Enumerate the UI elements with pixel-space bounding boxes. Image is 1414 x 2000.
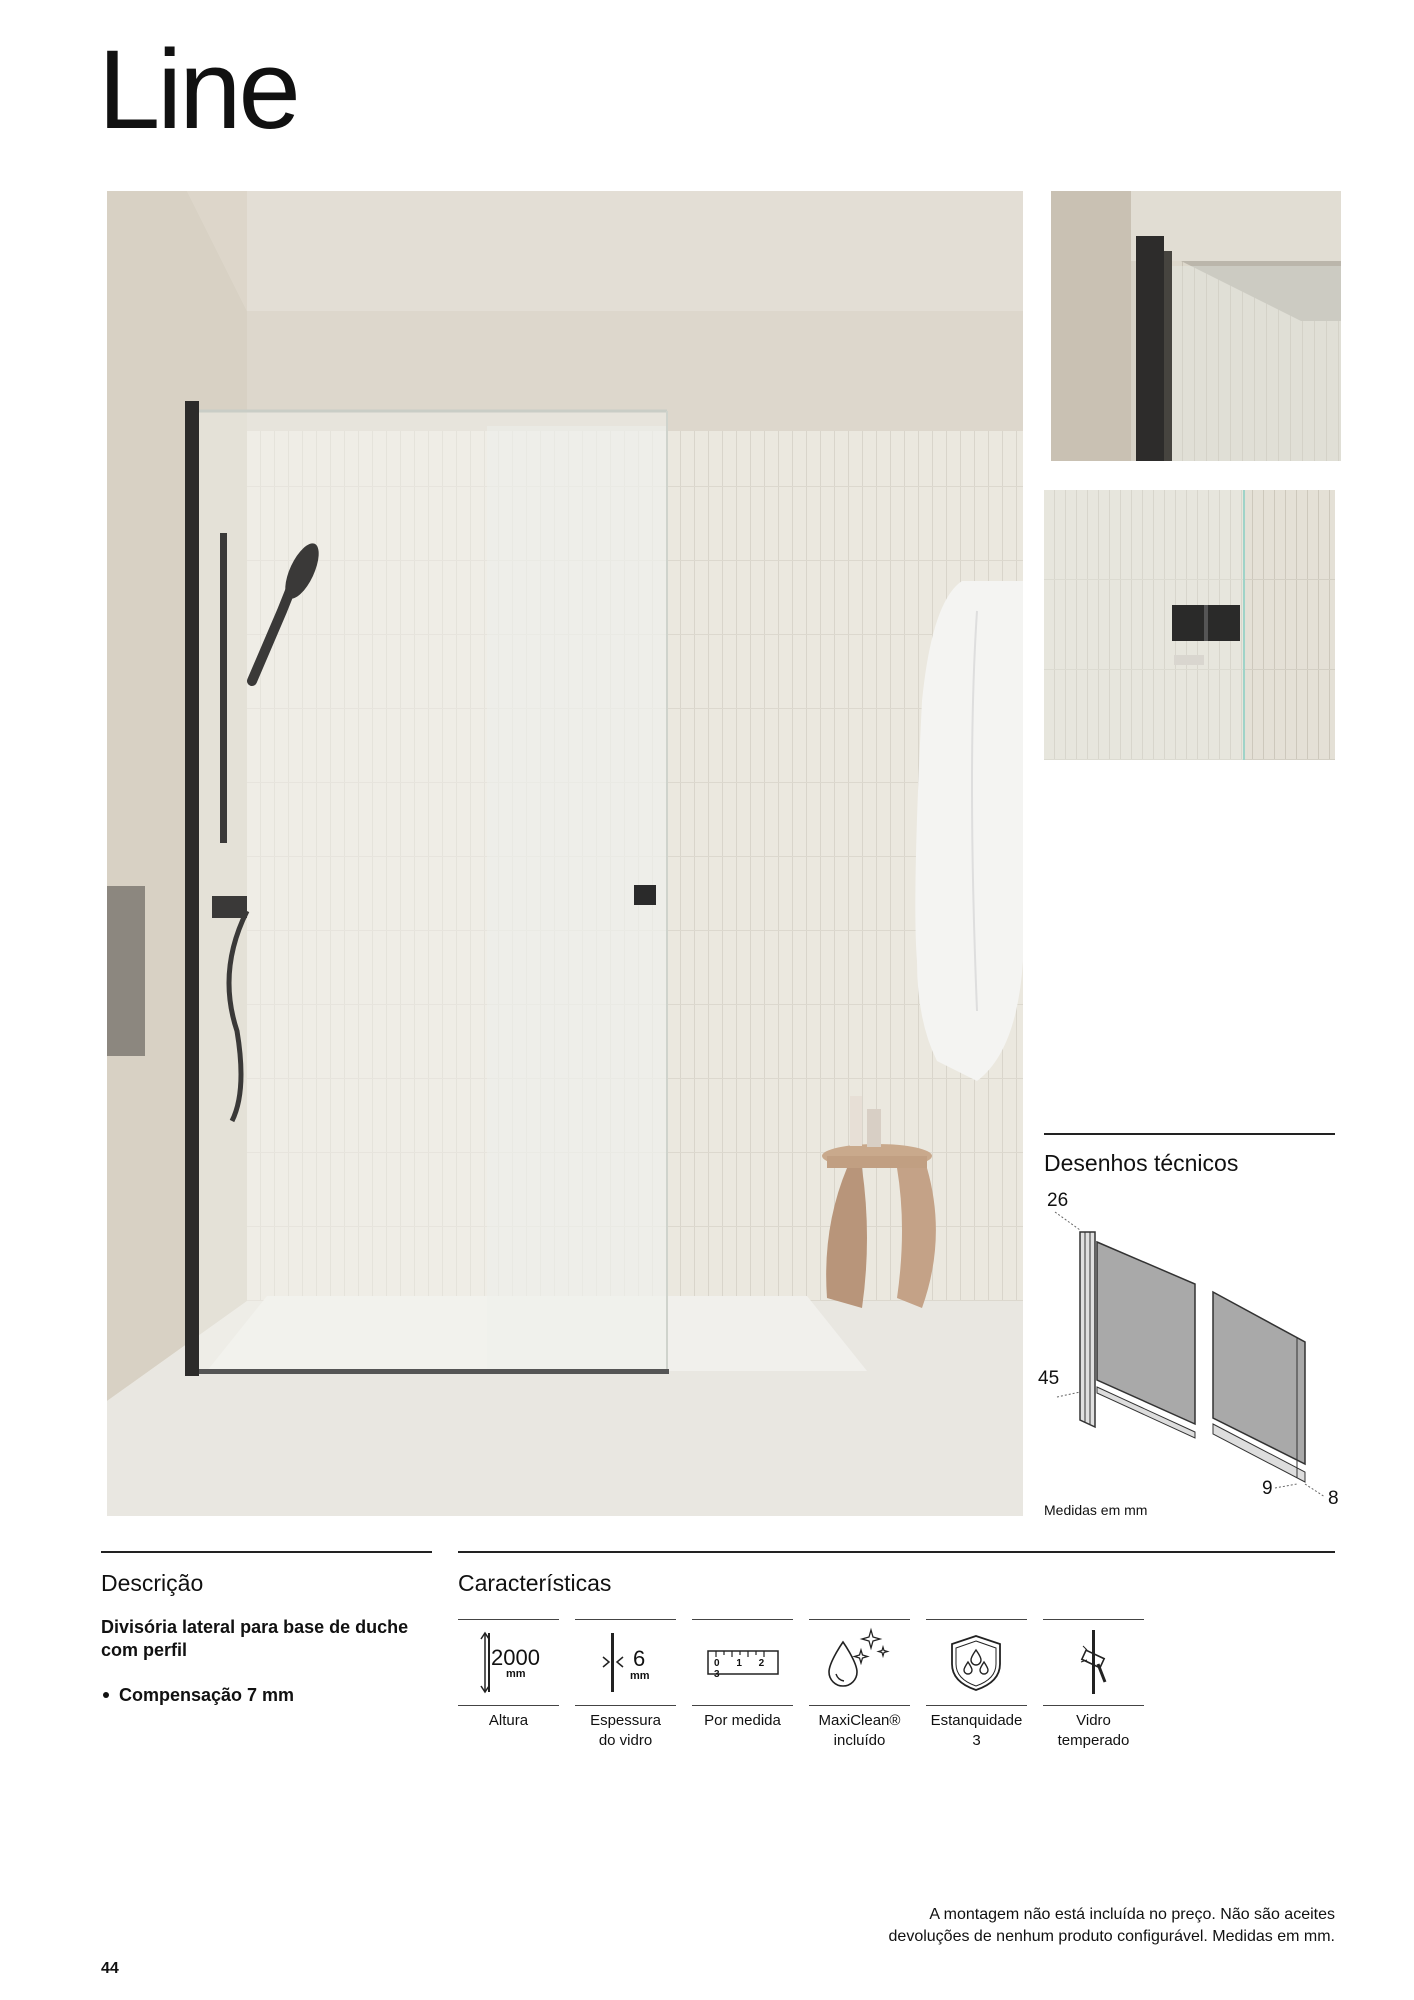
feature-label-2: temperado (1057, 1732, 1130, 1749)
features-divider (458, 1551, 1335, 1553)
description-title: Descrição (101, 1570, 204, 1596)
feature-label: MaxiClean® (818, 1712, 901, 1729)
height-value: 2000 (491, 1645, 540, 1670)
shield-drops-icon (926, 1620, 1027, 1705)
thickness-icon (575, 1620, 676, 1705)
feature-maxiclean (809, 1619, 910, 1751)
feature-label-2: do vidro (598, 1732, 653, 1749)
shower-scene-photo (107, 191, 1023, 1516)
description-bullet (101, 1685, 294, 1706)
bullet-text: Compensação 7 mm (119, 1685, 295, 1705)
dim-bottom-left: 9 (1262, 1478, 1273, 1499)
technical-title: Desenhos técnicos (1044, 1150, 1239, 1176)
thickness-value: 6 (633, 1646, 646, 1671)
feature-label: Por medida (704, 1712, 781, 1729)
profile-detail-photo (1051, 191, 1341, 461)
bullet-icon (103, 1692, 109, 1698)
height-unit: mm (506, 1668, 526, 1680)
feature-label: Estanquidade (930, 1712, 1023, 1729)
footer-note (775, 1904, 1335, 1948)
feature-label: Vidro (1076, 1712, 1111, 1729)
feature-label: Espessura (590, 1712, 661, 1729)
technical-caption: Medidas em mm (1044, 1502, 1148, 1518)
description-divider (101, 1551, 432, 1553)
features-title: Características (458, 1570, 612, 1596)
technical-divider (1044, 1133, 1335, 1135)
hammer-glass-icon (1043, 1620, 1144, 1705)
description-text: Divisória lateral para base de duche com perfil (101, 1617, 409, 1660)
feature-thickness (575, 1619, 676, 1751)
feature-watertight (926, 1619, 1027, 1751)
dim-top: 26 (1047, 1190, 1069, 1211)
dim-side: 45 (1038, 1368, 1060, 1389)
feature-height (458, 1619, 559, 1731)
technical-drawing (1035, 1192, 1350, 1517)
footer-line-2: devoluções de nenhum produto configurável. Medidas em mm. (888, 1928, 1335, 1945)
feature-label-2: 3 (972, 1732, 981, 1749)
glass-clamp-detail-photo (1044, 490, 1335, 760)
thickness-unit: mm (630, 1670, 650, 1682)
page-number: 44 (101, 1960, 119, 1977)
feature-label: Altura (488, 1712, 529, 1729)
footer-line-1: A montagem não está incluída no preço. Não são aceites (929, 1906, 1335, 1923)
feature-label-2: incluído (833, 1732, 886, 1749)
feature-custom-size (692, 1619, 793, 1731)
dim-bottom-right: 8 (1328, 1488, 1339, 1509)
ruler-digits: 0 1 2 3 (714, 1658, 772, 1680)
maxiclean-icon (809, 1620, 910, 1705)
page-title: Line (98, 27, 298, 152)
feature-tempered-glass (1043, 1619, 1144, 1751)
